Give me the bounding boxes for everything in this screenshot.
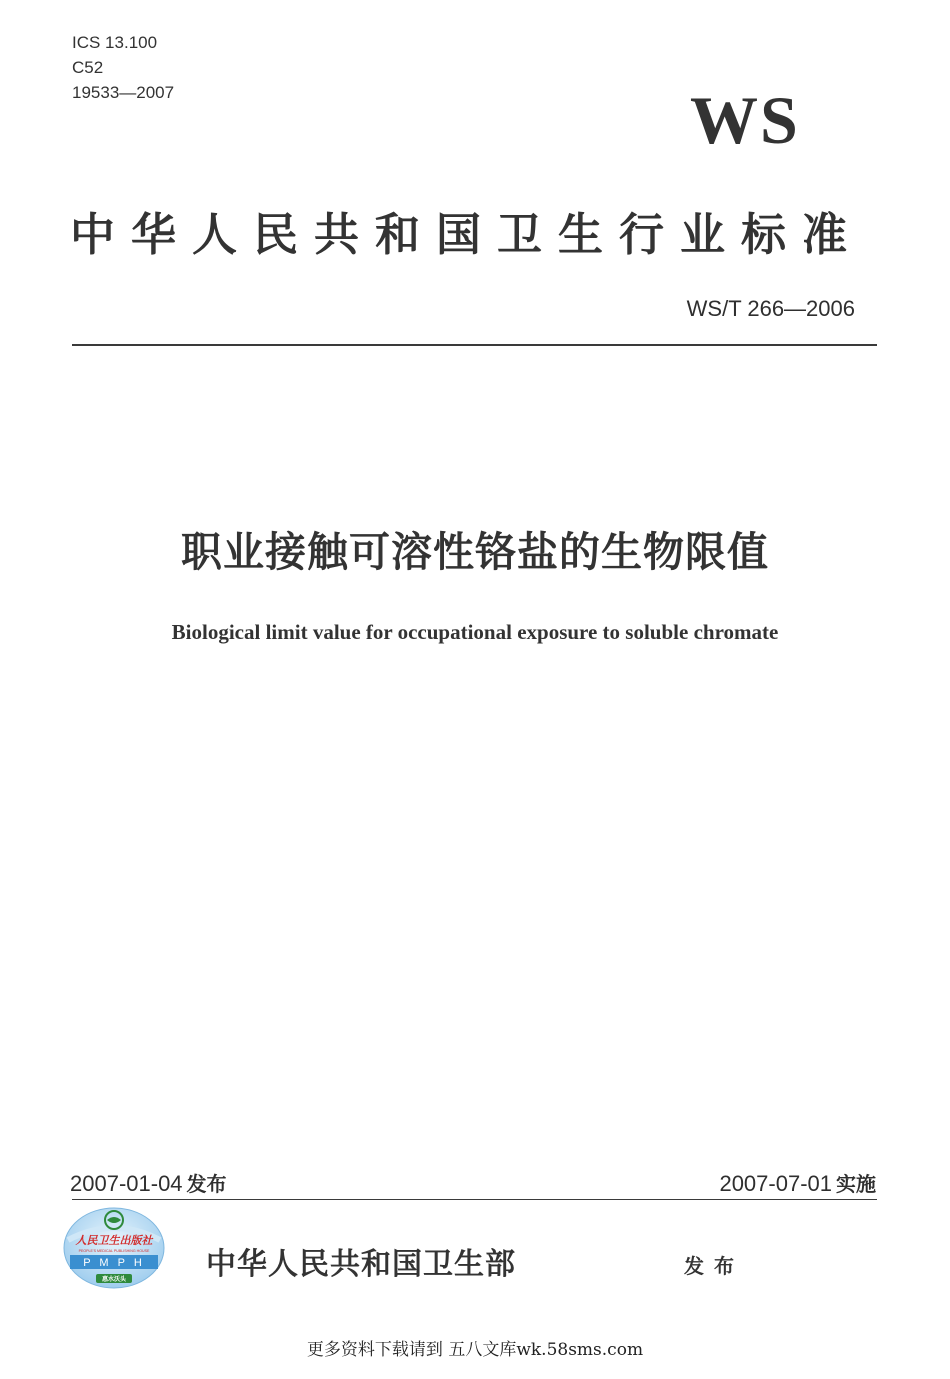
standard-number: WS/T 266—2006 <box>686 296 855 321</box>
publisher-logo-english: PEOPLE'S MEDICAL PUBLISHING HOUSE <box>78 1249 150 1253</box>
implementation-date-label: 实施 <box>836 1172 876 1196</box>
issue-date: 2007-01-04 <box>70 1171 183 1196</box>
issue-date-label: 发布 <box>186 1172 227 1196</box>
issue-date-line <box>70 1173 227 1195</box>
standard-category-title: 中华人民共和国卫生行业标准 <box>70 208 864 261</box>
publisher-logo-badge: 惠水沃头 <box>101 1276 127 1283</box>
issuing-authority: 中华人民共和国卫生部 <box>206 1247 516 1282</box>
publisher-logo-name: 人民卫生出版社 <box>75 1234 153 1247</box>
record-number: 19533—2007 <box>72 83 175 102</box>
document-title-chinese: 职业接触可溶性铬盐的生物限值 <box>181 528 769 576</box>
footer-download-note: 更多资料下载请到 五八文库wk.58sms.com <box>306 1340 644 1360</box>
ics-code: ICS 13.100 <box>72 33 158 52</box>
publisher-logo-letters: P M P H <box>83 1257 145 1269</box>
classification-code: C52 <box>72 58 104 77</box>
ws-mark: WS <box>690 82 800 158</box>
issuing-action: 发布 <box>684 1254 744 1278</box>
implementation-date: 2007-07-01 <box>719 1171 832 1196</box>
document-title-english: Biological limit value for occupational exposure to soluble chromate <box>171 620 779 644</box>
top-divider <box>72 344 877 346</box>
implementation-date-line <box>719 1173 876 1195</box>
bottom-divider <box>72 1199 877 1200</box>
publisher-logo <box>60 1206 168 1290</box>
